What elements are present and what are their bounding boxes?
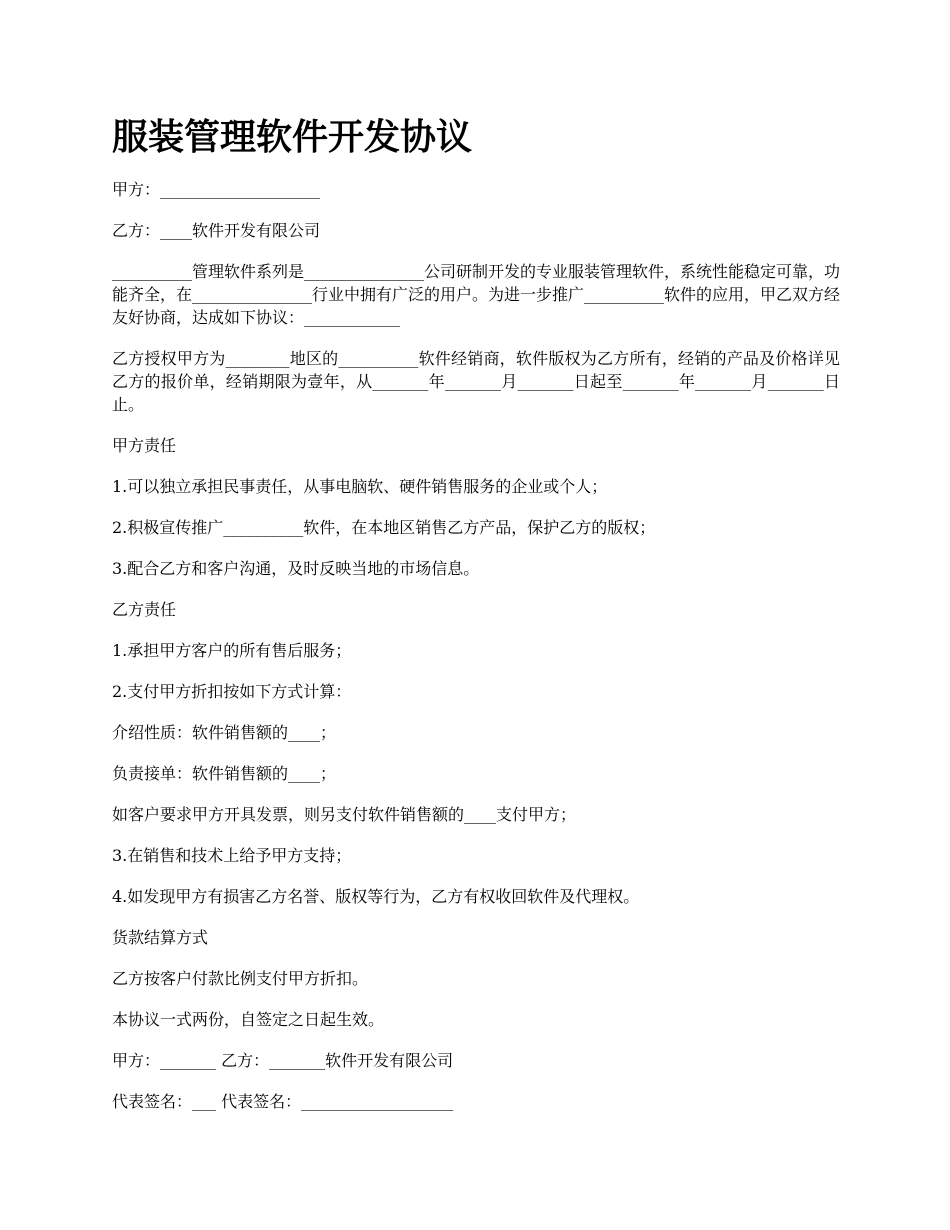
effective-clause: 本协议一式两份，自签定之日起生效。 [112,1010,385,1029]
party-a-duty-3: 3.配合乙方和客户沟通，及时反映当地的市场信息。 [112,559,480,578]
discount-invoice: 如客户要求甲方开具发票，则另支付软件销售额的____支付甲方； [112,805,577,824]
party-b-duty-2: 2.支付甲方折扣按如下方式计算： [112,682,352,701]
party-b-duty-1: 1.承担甲方客户的所有售后服务； [112,641,352,660]
party-a-duty-1: 1.可以独立承担民事责任，从事电脑软、硬件销售服务的企业或个人； [112,477,608,496]
intro-paragraph: __________管理软件系列是_______________公司研制开发的专业服装管理软件，系统性能稳定可靠，功能齐全，在_______________行业中拥有广泛的用户。为进一步推广__________软件的应用，甲乙双方经友好协商，达成如下协议：____________ [112,262,841,327]
party-b-duty-4: 4.如发现甲方有损害乙方名誉、版权等行为，乙方有权收回软件及代理权。 [112,887,640,906]
document-title: 服装管理软件开发协议 [112,117,473,158]
party-a-duties-heading: 甲方责任 [112,436,177,455]
signature-parties: 甲方：_______ 乙方：_______软件开发有限公司 [112,1051,454,1070]
authorization-paragraph: 乙方授权甲方为________地区的__________软件经销商，软件版权为乙方所有，经销的产品及价格详见乙方的报价单，经销期限为壹年，从_______年_______月_______日起至_______年_______月_______日止。 [112,349,840,414]
party-a-line: 甲方：____________________ [112,180,321,199]
settlement-text: 乙方按客户付款比例支付甲方折扣。 [112,969,369,988]
document-page [112,112,840,1131]
party-b-line: 乙方：____软件开发有限公司 [112,221,321,240]
discount-order: 负责接单：软件销售额的____； [112,764,337,783]
party-b-duties-heading: 乙方责任 [112,600,177,619]
settlement-heading: 货款结算方式 [112,928,209,947]
signature-representatives: 代表签名：___ 代表签名：___________________ [112,1092,454,1111]
party-a-duty-2: 2.积极宣传推广__________软件，在本地区销售乙方产品，保护乙方的版权； [112,518,656,537]
discount-referral: 介绍性质：软件销售额的____； [112,723,337,742]
party-b-duty-3: 3.在销售和技术上给予甲方支持； [112,846,352,865]
